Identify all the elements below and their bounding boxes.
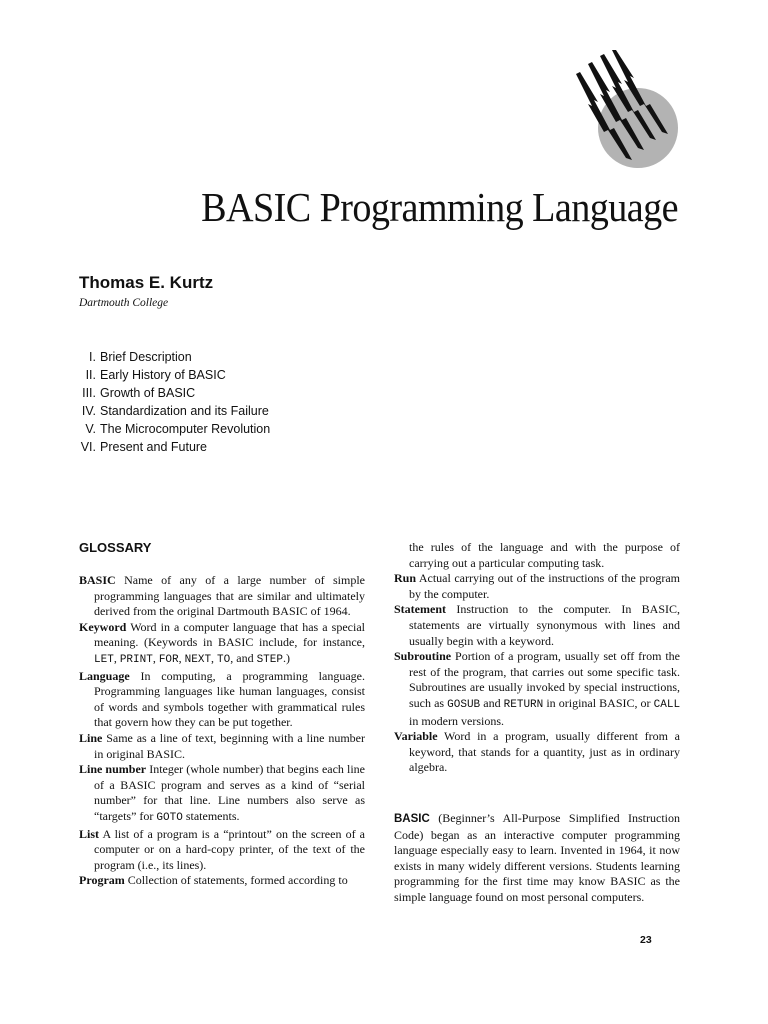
code-keyword: RETURN xyxy=(503,698,544,711)
glossary-term: Run xyxy=(394,571,417,586)
glossary-definition: Word in a program, usually different from a keyword, that stands for a quantity, just as in ordinary algebra. xyxy=(409,729,680,775)
code-keyword: GOTO xyxy=(156,811,183,824)
glossary-definition: Instruction to the computer. In BASIC, statements are virtually synonymous with lines and usually begin with a keyword. xyxy=(409,602,680,648)
toc-number: V. xyxy=(85,422,96,436)
intro-text: (Beginner’s All-Purpose Simplified Instruction Code) began as an interactive computer programming language especially easy to learn. Invented in 1964, it now exists in many widely different versions. Students learning programming for the first time may know BASIC as the simple language found on most personal computers. xyxy=(394,810,681,904)
separator: , and xyxy=(230,650,254,665)
glossary-term: Line xyxy=(79,730,103,745)
separator: , xyxy=(152,650,156,665)
code-keyword: GOSUB xyxy=(447,698,481,711)
separator: in original BASIC, or xyxy=(546,695,651,710)
separator: .) xyxy=(282,650,290,665)
code-keyword: NEXT xyxy=(184,653,212,666)
toc-label: The Microcomputer Revolution xyxy=(100,422,271,436)
toc-label: Present and Future xyxy=(100,440,208,454)
code-keyword: STEP xyxy=(256,653,283,666)
glossary-entry-program xyxy=(79,873,365,889)
glossary-entry-line xyxy=(79,731,365,762)
code-keyword: LET xyxy=(94,653,114,666)
glossary-term: Program xyxy=(79,873,125,888)
glossary-term: BASIC xyxy=(79,573,116,587)
glossary-entry-list xyxy=(79,827,365,874)
intro-paragraph xyxy=(394,811,680,906)
code-keyword: FOR xyxy=(158,653,179,666)
separator: and xyxy=(483,695,501,710)
separator: , xyxy=(178,650,182,665)
page-number: 23 xyxy=(640,934,652,946)
right-column xyxy=(394,540,680,905)
left-column xyxy=(79,540,365,889)
lightning-logo-icon xyxy=(570,50,680,170)
toc-number: IV. xyxy=(81,404,96,418)
glossary-entry-line-number xyxy=(79,762,365,826)
toc-label: Brief Description xyxy=(100,350,192,364)
glossary-definition: Name of any of a large number of simple programming languages that are similar and ultimately derived from the original Dartmouth BASIC of 1964. xyxy=(94,573,366,619)
toc-number: I. xyxy=(89,350,96,364)
toc-number: II. xyxy=(85,368,96,382)
separator: , xyxy=(113,650,117,665)
toc-item xyxy=(74,348,270,366)
separator: , xyxy=(211,650,215,665)
code-keyword: PRINT xyxy=(119,653,153,666)
glossary-definition-end: statements. xyxy=(185,808,240,823)
glossary-definition: Word in a computer language that has a special meaning. (Keywords in BASIC include, for instance, xyxy=(94,619,365,650)
glossary-term: Keyword xyxy=(79,619,127,634)
glossary-entry-variable xyxy=(394,729,680,776)
toc-label: Early History of BASIC xyxy=(100,368,226,382)
glossary-heading: GLOSSARY xyxy=(79,540,152,555)
toc-item xyxy=(74,384,270,402)
glossary-definition: Integer (whole number) that begins each line of a BASIC program and serves as a kind of “serial number” for that line. Line numbers also serve as “targets” for xyxy=(94,762,366,823)
glossary-entry-subroutine xyxy=(394,649,680,729)
glossary-term: List xyxy=(79,826,100,841)
glossary-definition: Actual carrying out of the instructions of the program by the computer. xyxy=(409,571,680,601)
glossary-term: Line number xyxy=(79,762,147,777)
toc-item xyxy=(74,420,270,438)
glossary-term: Statement xyxy=(394,602,446,617)
glossary-definition: Collection of statements, formed according to xyxy=(127,873,348,888)
glossary-entry-run xyxy=(394,571,680,602)
glossary-definition: Portion of a program, usually set off from the rest of the program, that carries out some specific task. Subroutines are usually invoked by special instructions, such as xyxy=(409,649,681,710)
toc-label: Standardization and its Failure xyxy=(100,404,269,418)
toc-label: Growth of BASIC xyxy=(100,386,196,400)
code-keyword: CALL xyxy=(653,698,681,711)
toc-item xyxy=(74,438,270,456)
glossary-definition: A list of a program is a “printout” on the screen of a computer or on a hard-copy printer, of the text of the program (i.e., its lines). xyxy=(94,826,365,872)
glossary-definition: Same as a line of text, beginning with a line number in original BASIC. xyxy=(94,730,365,761)
glossary-entry-keyword xyxy=(79,620,365,669)
glossary-entry-language xyxy=(79,669,365,731)
toc-number: III. xyxy=(82,386,96,400)
page-title: BASIC Programming Language xyxy=(201,184,678,230)
author-affiliation: Dartmouth College xyxy=(79,297,169,309)
glossary-term: Variable xyxy=(394,729,438,744)
intro-term: BASIC xyxy=(394,812,430,825)
toc-item xyxy=(74,366,270,384)
glossary-definition: In computing, a programming language. Programming languages like human languages, consist of words and symbols together with grammatical rules that govern how they can be put together. xyxy=(94,668,365,730)
glossary-entry-statement xyxy=(394,602,680,649)
glossary-entry-basic xyxy=(79,573,365,620)
toc-number: VI. xyxy=(80,440,96,454)
table-of-contents xyxy=(74,348,270,456)
author-name: Thomas E. Kurtz xyxy=(79,273,214,292)
code-keyword: TO xyxy=(217,653,231,666)
toc-item xyxy=(74,402,270,420)
glossary-definition-end: in modern versions. xyxy=(409,713,504,728)
glossary-term: Subroutine xyxy=(394,649,452,664)
glossary-term: Language xyxy=(79,668,130,683)
glossary-entry-program-continued: the rules of the language and with the purpose of carrying out a particular computing task. xyxy=(409,540,680,570)
